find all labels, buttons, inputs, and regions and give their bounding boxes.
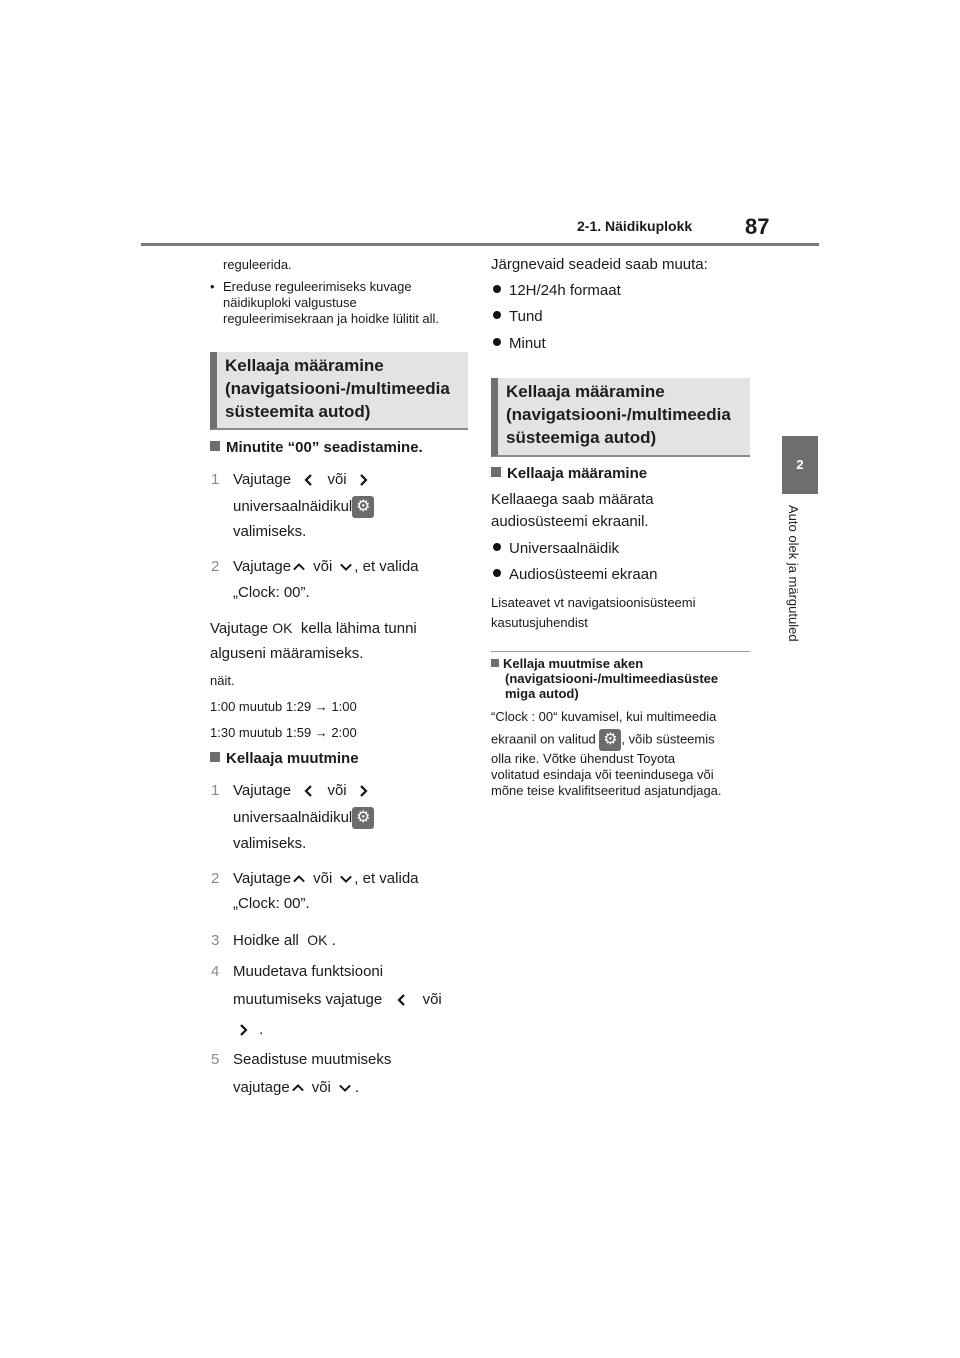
step-number: 5 (211, 1051, 220, 1068)
note-line-5: mõne teise kvalifitseeritud asjatundjaga. (491, 783, 722, 798)
change-step-4c (237, 1019, 263, 1041)
box2-line1: Kellaaja määramine (506, 382, 665, 401)
settings-item-text: Tund (509, 308, 543, 325)
intro-line: reguleerida. (223, 257, 292, 272)
change-step-5a (211, 1049, 391, 1071)
box2-line3: süsteemiga autod) (506, 428, 657, 447)
note-divider (491, 651, 750, 652)
chevron-right-icon (357, 474, 369, 486)
change-step-4a (211, 961, 383, 983)
step-text: universaalnäidikul (233, 809, 353, 826)
subheading-set-time-text: Kellaaja määramine (507, 465, 648, 482)
method-item-text: Audiosüsteemi ekraan (509, 566, 658, 583)
step-text-or: või (313, 558, 333, 575)
box2-line2: (navigatsiooni-/multimeedia (506, 405, 731, 424)
note-text: ekraanil on valitud (491, 731, 596, 747)
note-line-3: olla rike. Võtke ühendust Toyota (491, 751, 676, 766)
subheading-minutes-text: Minutite “00” seadistamine. (226, 439, 423, 456)
step-text-or: või (311, 1079, 331, 1096)
change-step-1a (211, 780, 369, 802)
step-number: 2 (211, 870, 220, 887)
settings-item-text: Minut (509, 335, 546, 352)
settings-item-text: 12H/24h formaat (509, 282, 621, 299)
change-step-4b (233, 989, 442, 1011)
note-line-4: volitatud esindaja või teenindusega või (491, 767, 714, 782)
step-1c: valimiseks. (233, 523, 307, 540)
step-text: . (331, 932, 336, 949)
note-title-line: miga autod) (505, 686, 579, 701)
bullet-dot (493, 338, 501, 346)
step-2a (211, 556, 419, 578)
bullet-dot (493, 569, 501, 577)
section-box-2 (491, 378, 750, 457)
gear-icon: ⚙ (599, 729, 621, 751)
ok-button-label: OK (272, 620, 293, 636)
step-text-or: või (327, 782, 347, 799)
method-item-text: Universaalnäidik (509, 540, 620, 557)
chevron-right-icon (237, 1024, 249, 1036)
bullet-dot (493, 543, 501, 551)
set-time-p2: audiosüsteemi ekraanil. (491, 513, 649, 530)
chapter-tab: 2 (782, 436, 818, 494)
step-text: . (259, 1021, 264, 1038)
note-text: , võib süsteemis (621, 731, 715, 747)
step-text: universaalnäidikul (233, 498, 353, 515)
step-number: 2 (211, 558, 220, 575)
settings-intro: Järgnevaid seadeid saab muuta: (491, 256, 708, 273)
subheading-set-time (491, 465, 647, 482)
example-1: 1:00 muutub 1:29 → 1:00 (210, 699, 357, 714)
step-number: 1 (211, 471, 220, 488)
chevron-left-icon (303, 474, 315, 486)
chevron-down-icon (340, 561, 352, 573)
step-2b: „Clock: 00”. (233, 584, 310, 601)
note-title (491, 656, 718, 701)
subheading-change (210, 750, 359, 767)
chevron-up-icon (293, 873, 305, 885)
note-title-line: Kellaja muutmise aken (503, 656, 644, 671)
section-box-1 (210, 352, 468, 430)
gear-icon: ⚙ (352, 807, 374, 829)
step-text-or: või (422, 991, 442, 1008)
example-2: 1:30 muutub 1:59 → 2:00 (210, 725, 357, 740)
step-1b (233, 496, 374, 518)
set-time-p1: Kellaaega saab määrata (491, 491, 654, 508)
bullet-dot (493, 285, 501, 293)
step-text: Muudetava funktsiooni (233, 963, 384, 980)
chapter-label: Auto olek ja märgutuled (786, 505, 801, 642)
section-title: 2-1. Näidikuplokk (577, 218, 693, 234)
change-step-2a (211, 868, 419, 890)
chevron-down-icon (340, 873, 352, 885)
header-rule (141, 243, 819, 246)
square-marker (210, 752, 220, 762)
ok-text: kella lähima tunni (300, 620, 417, 637)
step-number: 3 (211, 932, 220, 949)
change-step-3 (211, 929, 336, 952)
reference-line-1: Lisateavet vt navigatsioonisüsteemi (491, 595, 696, 610)
reference-line-2: kasutusjuhendist (491, 615, 588, 630)
change-step-5b (233, 1077, 359, 1099)
step-text-or: või (313, 870, 333, 887)
chevron-up-icon (293, 561, 305, 573)
step-text: Vajutage (233, 558, 292, 575)
square-marker (491, 659, 499, 667)
page-number: 87 (745, 214, 770, 239)
step-text: , et valida (354, 558, 419, 575)
box1-line2: (navigatsiooni-/multimeedia (225, 379, 450, 398)
box1-line1: Kellaaja määramine (225, 356, 384, 375)
box1-line3: süsteemita autod) (225, 402, 371, 421)
square-marker (210, 441, 220, 451)
bullet-dot (493, 311, 501, 319)
step-1a (211, 469, 369, 491)
step-text: Hoidke all (233, 932, 299, 949)
step-text: Seadistuse muutmiseks (233, 1051, 392, 1068)
change-step-1b (233, 807, 374, 829)
chevron-left-icon (303, 785, 315, 797)
chevron-up-icon (292, 1082, 304, 1094)
chevron-left-icon (396, 994, 408, 1006)
ok-line-1 (210, 617, 417, 640)
step-text: . (354, 1079, 360, 1096)
subheading-minutes (210, 439, 423, 456)
note-title-line: (navigatsiooni-/multimeediasüstee (505, 671, 719, 686)
step-text: Vajutage (233, 782, 292, 799)
settings-item (493, 282, 621, 299)
square-marker (491, 467, 501, 477)
intro-bullet: • Ereduse reguleerimiseks kuvage näidikuploki valgustuse reguleerimisekraan ja hoidke lülitit all. (210, 279, 468, 327)
method-item (493, 566, 657, 583)
step-text: , et valida (354, 870, 419, 887)
step-text: Vajutage (233, 471, 292, 488)
step-number: 4 (211, 963, 220, 980)
gear-icon: ⚙ (352, 496, 374, 518)
ok-text: Vajutage (210, 620, 269, 637)
step-text-or: või (327, 471, 347, 488)
step-number: 1 (211, 782, 220, 799)
step-text: vajutage (233, 1079, 290, 1096)
chevron-right-icon (357, 785, 369, 797)
step-text: muutumiseks vajatuge (233, 991, 383, 1008)
ok-line-2: alguseni määramiseks. (210, 645, 364, 662)
settings-item (493, 335, 546, 352)
subheading-change-text: Kellaaja muutmine (226, 750, 359, 767)
note-line-2 (491, 729, 715, 751)
ok-button-label: OK (307, 932, 328, 948)
settings-item (493, 308, 543, 325)
example-label: näit. (210, 673, 235, 688)
step-text: Vajutage (233, 870, 292, 887)
method-item (493, 540, 619, 557)
change-step-1c: valimiseks. (233, 835, 307, 852)
intro-bullet-text: Ereduse reguleerimiseks kuvage näidikuploki valgustuse reguleerimisekraan ja hoidke lülitit all. (223, 279, 440, 326)
chevron-down-icon (339, 1082, 351, 1094)
change-step-2b: „Clock: 00”. (233, 895, 310, 912)
note-line-1: “Clock : 00“ kuvamisel, kui multimeedia (491, 709, 717, 724)
